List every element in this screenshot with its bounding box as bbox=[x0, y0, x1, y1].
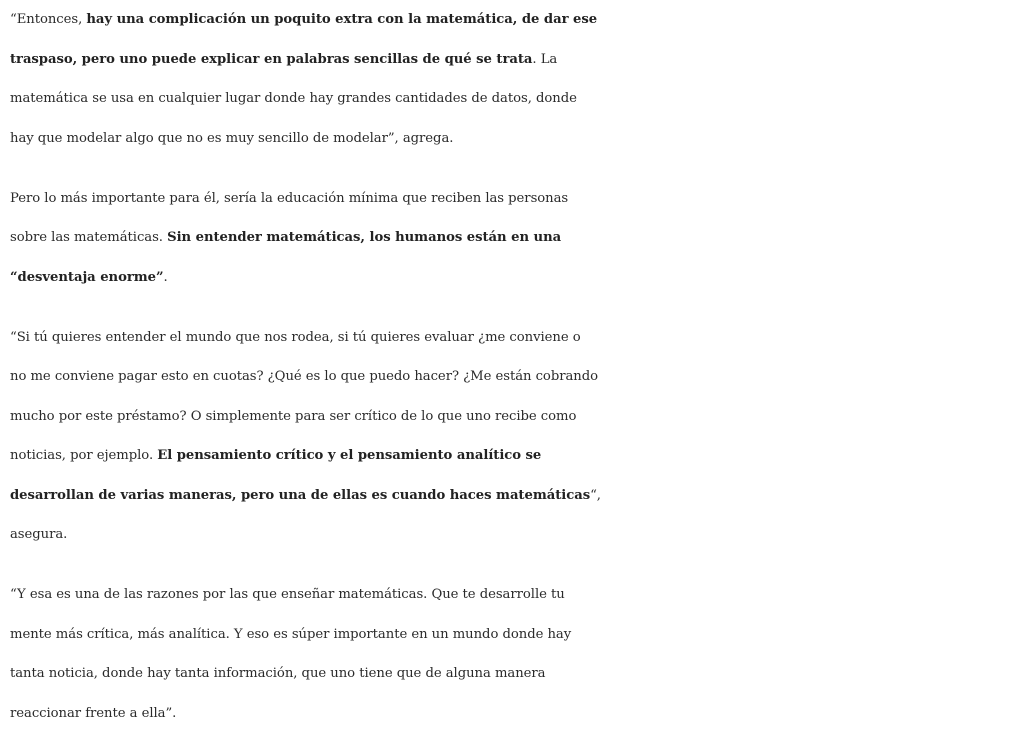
bold-text-run: desarrollan de varias maneras, pero una de ellas es cuando haces matemáticas bbox=[10, 487, 591, 503]
paragraph bbox=[10, 318, 1024, 555]
text-run: mucho por este préstamo? O simplemente para ser crítico de lo que uno recibe como bbox=[10, 408, 577, 424]
text-line bbox=[10, 318, 1024, 358]
text-line bbox=[10, 397, 1024, 437]
text-line bbox=[10, 476, 1024, 516]
bold-text-run: El pensamiento crítico y el pensamiento analítico se bbox=[157, 448, 542, 463]
text-line bbox=[10, 79, 1024, 119]
text-run: . La bbox=[532, 51, 558, 67]
text-run: . bbox=[163, 269, 168, 285]
text-line bbox=[10, 119, 1024, 159]
text-run: sobre las matemáticas. bbox=[10, 230, 168, 245]
text-run: hay que modelar algo que no es muy sencillo de modelar”, agrega. bbox=[10, 130, 454, 146]
text-run: Pero lo más importante para él, sería la educación mínima que reciben las personas bbox=[10, 190, 569, 206]
text-run: matemática se usa en cualquier lugar donde hay grandes cantidades de datos, donde bbox=[10, 91, 577, 106]
text-run: noticias, por ejemplo. bbox=[10, 448, 158, 463]
text-run: “Si tú quieres entender el mundo que nos rodea, si tú quieres evaluar ¿me conviene o bbox=[10, 329, 581, 345]
text-line bbox=[10, 654, 1024, 694]
paragraph bbox=[10, 0, 1024, 158]
text-run: reaccionar frente a ella”. bbox=[10, 705, 177, 721]
bold-text-run: traspaso, pero uno puede explicar en palabras sencillas de qué se trata bbox=[10, 51, 533, 67]
text-run: “Entonces, bbox=[10, 12, 87, 27]
text-run: “, bbox=[590, 487, 601, 503]
text-line bbox=[10, 436, 1024, 476]
text-line bbox=[10, 218, 1024, 258]
bold-text-run: hay una complicación un poquito extra con la matemática, de dar ese bbox=[86, 12, 598, 27]
text-line bbox=[10, 179, 1024, 219]
text-run: “Y esa es una de las razones por las que enseñar matemáticas. Que te desarrolle tu bbox=[10, 587, 565, 602]
text-line bbox=[10, 575, 1024, 615]
text-run: mente más crítica, más analítica. Y eso es súper importante en un mundo donde hay bbox=[10, 626, 572, 642]
text-line bbox=[10, 515, 1024, 555]
bold-text-run: “desventaja enorme” bbox=[10, 269, 164, 285]
text-run: no me conviene pagar esto en cuotas? ¿Qué es lo que puedo hacer? ¿Me están cobrando bbox=[10, 369, 599, 384]
text-line bbox=[10, 615, 1024, 655]
text-line bbox=[10, 694, 1024, 734]
text-run: tanta noticia, donde hay tanta información, que uno tiene que de alguna manera bbox=[10, 666, 546, 681]
text-line bbox=[10, 0, 1024, 40]
paragraph bbox=[10, 179, 1024, 298]
bold-text-run: Sin entender matemáticas, los humanos están en una bbox=[167, 230, 562, 245]
text-line bbox=[10, 357, 1024, 397]
paragraph bbox=[10, 575, 1024, 733]
text-line bbox=[10, 258, 1024, 298]
text-run: asegura. bbox=[10, 527, 68, 542]
text-line bbox=[10, 40, 1024, 80]
